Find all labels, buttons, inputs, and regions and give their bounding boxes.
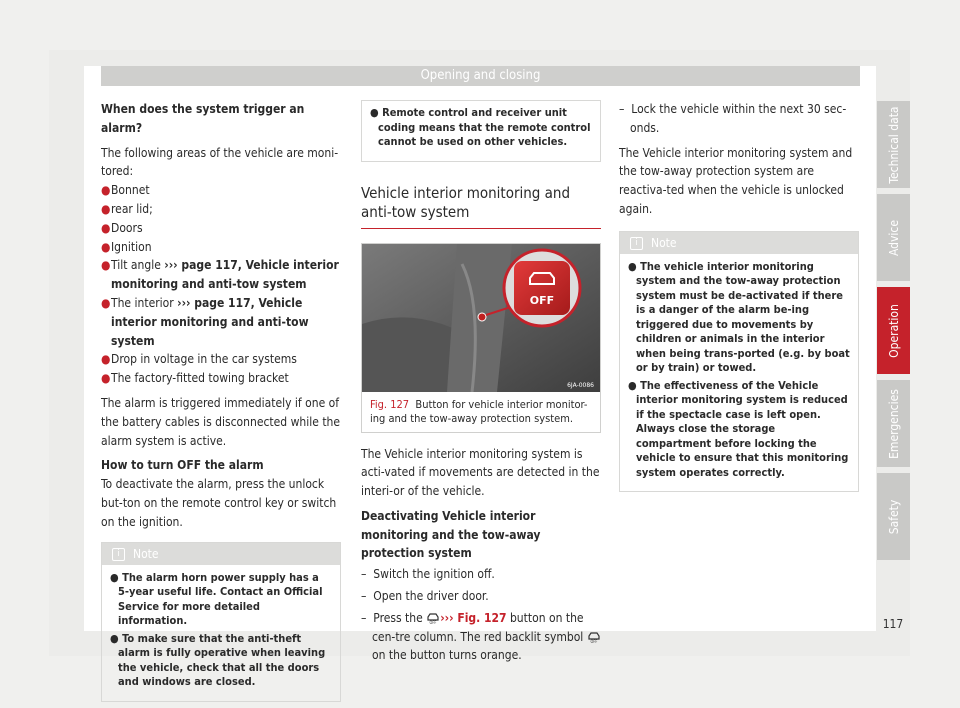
section-header: Opening and closing — [101, 66, 860, 86]
note-item: ● The effectiveness of the Vehicle interior monitoring system is reduced if the spectacle case is left open. Always close the storage compartment before locking the vehicle to ensure that this monitoring system operates correctly. — [628, 378, 849, 479]
figure-caption: Fig. 127 Button for vehicle interior monitor-ing and the tow-away protection system. — [370, 397, 588, 425]
paragraph: The Vehicle interior monitoring system and the tow-away protection system are reactiva-ted when the vehicle is unlocked again. — [619, 145, 853, 216]
note-body — [620, 254, 858, 492]
note-item: ● To make sure that the anti-theft alarm is fully operative when leaving the vehicle, check that all the doors and windows are closed. — [110, 631, 326, 689]
column-3 — [619, 100, 859, 492]
list-item: ●Drop in voltage in the car systems — [101, 352, 297, 367]
list-item: ●Bonnet — [101, 183, 150, 198]
info-icon: i — [630, 237, 643, 250]
info-icon: i — [112, 548, 125, 561]
vehicle-button-illustration — [362, 244, 600, 392]
note-box — [361, 100, 601, 162]
note-header: i Note — [102, 543, 340, 565]
step-item: – Lock the vehicle within the next 30 sec-onds. — [619, 102, 847, 135]
chapter-tabs — [877, 101, 910, 566]
figure-127 — [361, 243, 601, 433]
step-item: – Switch the ignition off. — [361, 567, 495, 582]
list-item: ●The factory-fitted towing bracket — [101, 371, 289, 386]
subheading: Deactivating Vehicle interior monitoring and the tow-away protection system — [361, 508, 541, 561]
paragraph: The alarm is triggered immediately if one of the battery cables is disconnected while the alarm system is active. — [101, 395, 341, 448]
paragraph: To deactivate the alarm, press the unlock but-ton on the remote control key or switch on the ignition. — [101, 477, 337, 529]
note-header: i Note — [620, 232, 858, 254]
car-alarm-off-icon — [426, 612, 440, 624]
note-item: ● The alarm horn power supply has a 5-year useful life. Contact an Official Service for more detailed information. — [110, 570, 323, 628]
page-link[interactable]: ››› page 117, Vehicle interior monitoring and anti-tow system — [111, 295, 309, 348]
page-link[interactable]: ››› page 117, Vehicle interior monitoring and anti-tow system — [111, 258, 339, 292]
figure-link[interactable]: ››› Fig. 127 — [440, 610, 507, 625]
note-box — [619, 231, 859, 493]
note-item: ● Remote control and receiver unit coding means that the remote control cannot be used on other vehicles. — [370, 106, 591, 148]
car-alarm-off-icon — [587, 631, 601, 643]
svg-text:OFF: OFF — [590, 639, 598, 644]
list-item: ●rear lid; — [101, 201, 153, 216]
list-item: ●Ignition — [101, 239, 152, 254]
note-body — [102, 565, 340, 701]
question-heading: When does the system trigger an alarm? — [101, 102, 305, 135]
step-item: – Open the driver door. — [361, 589, 489, 604]
column-1 — [101, 100, 341, 702]
page-number: 117 — [882, 617, 904, 631]
tab-operation[interactable]: Operation — [877, 287, 910, 374]
subheading: How to turn OFF the alarm — [101, 458, 264, 473]
tab-advice[interactable]: Advice — [877, 194, 910, 281]
note-box — [101, 542, 341, 702]
list-item: ●The interior ››› page 117, Vehicle interior monitoring and anti-tow system — [101, 295, 309, 348]
figure-code: 6JA-0086 — [567, 381, 594, 389]
list-item: ●Tilt angle ››› page 117, Vehicle interior monitoring and anti-tow system — [101, 258, 339, 292]
svg-text:OFF: OFF — [429, 620, 437, 625]
tab-emergencies[interactable]: Emergencies — [877, 380, 910, 467]
note-item: ● The vehicle interior monitoring system and the tow-away protection system must be de-activated if there is a danger of the alarm be-ing triggered due to movements by children or animals in the interior when being trans-ported (e.g. by boat or by train) or towed. — [628, 259, 850, 375]
note-body — [362, 101, 600, 161]
step-item: – Press the OFF ››› Fig. 127 button on the cen-tre column. The red backlit symbol OFF on the button turns orange. — [361, 609, 601, 665]
intro-text: The following areas of the vehicle are moni-tored: — [101, 145, 339, 179]
button-off-label: OFF — [529, 293, 555, 307]
list-item: ●Doors — [101, 220, 143, 235]
tab-safety[interactable]: Safety — [877, 473, 910, 560]
section-heading: Vehicle interior monitoring and anti-tow system — [361, 184, 601, 229]
tab-technical-data[interactable]: Technical data — [877, 101, 910, 188]
paragraph: The Vehicle interior monitoring system is acti-vated if movements are detected in the interi-or of the vehicle. — [361, 446, 600, 499]
column-2 — [361, 100, 601, 668]
